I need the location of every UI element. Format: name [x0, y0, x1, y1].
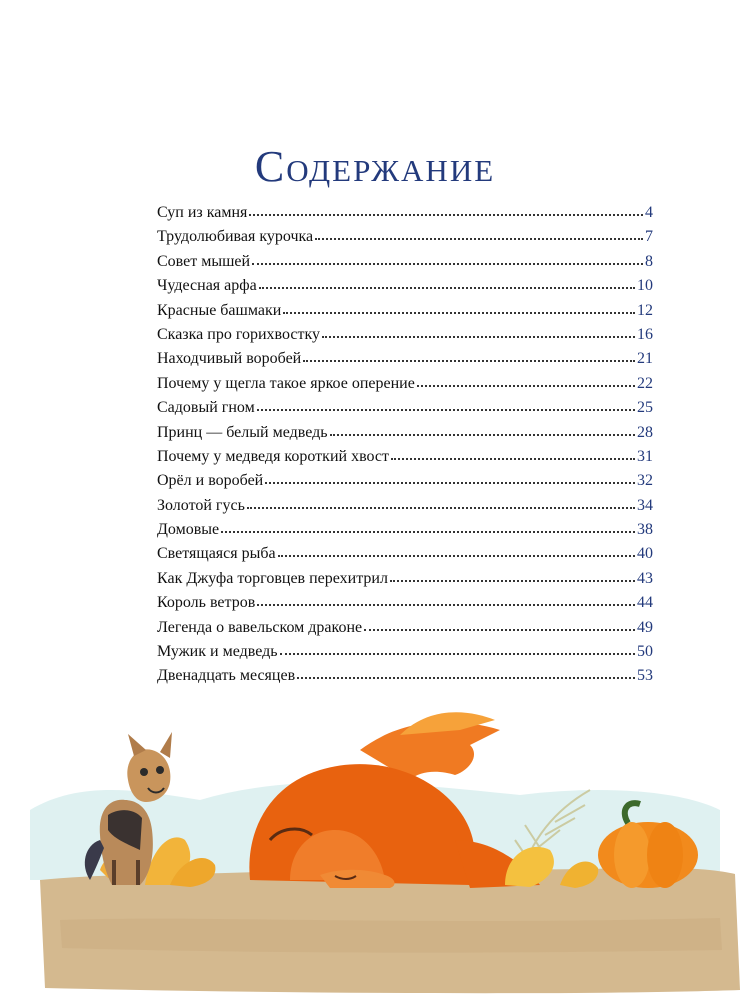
toc-entry-title: Легенда о вавельском драконе	[157, 618, 363, 636]
dot-leader	[283, 311, 635, 314]
dot-leader	[249, 213, 643, 216]
toc-entry-page: 43	[637, 569, 653, 587]
dot-leader	[247, 506, 635, 509]
toc-entry-title: Двенадцать месяцев	[157, 667, 296, 685]
toc-entry-page: 32	[637, 472, 653, 490]
toc-entry[interactable]	[157, 521, 653, 545]
dot-leader	[391, 457, 635, 460]
toc-entry-title: Сказка про горихвостку	[157, 325, 321, 343]
dot-leader	[257, 408, 635, 411]
toc-entry-page: 28	[637, 423, 653, 441]
dot-leader	[265, 481, 635, 484]
toc-entry[interactable]	[157, 424, 653, 448]
dot-leader	[280, 652, 635, 655]
toc-entry-page: 8	[645, 252, 653, 270]
toc-entry-page: 31	[637, 447, 653, 465]
toc-entry[interactable]	[157, 253, 653, 277]
dot-leader	[364, 628, 635, 631]
toc-entry-page: 12	[637, 301, 653, 319]
page-title: Содержание	[254, 142, 496, 192]
toc-entry[interactable]	[157, 570, 653, 594]
toc-entry-title: Красные башмаки	[157, 301, 282, 319]
dot-leader	[297, 676, 635, 679]
toc-entry-title: Чудесная арфа	[157, 277, 257, 295]
toc-entry[interactable]	[157, 497, 653, 521]
toc-entry-page: 7	[645, 228, 653, 246]
toc-entry-title: Почему у щегла такое яркое оперение	[157, 374, 415, 392]
dot-leader	[303, 359, 635, 362]
toc-entry-title: Принц — белый медведь	[157, 423, 328, 441]
toc-entry-title: Король ветров	[157, 594, 256, 612]
toc-entry-title: Трудолюбивая курочка	[157, 228, 314, 246]
dot-leader	[390, 579, 635, 582]
table-of-contents	[157, 204, 653, 692]
dot-leader	[322, 335, 635, 338]
toc-entry[interactable]	[157, 228, 653, 252]
toc-entry-title: Мужик и медведь	[157, 643, 278, 661]
toc-entry-page: 40	[637, 545, 653, 563]
dot-leader	[221, 530, 635, 533]
toc-entry-page: 38	[637, 521, 653, 539]
toc-entry-title: Светящаяся рыба	[157, 545, 276, 563]
dot-leader	[257, 603, 635, 606]
toc-entry-title: Садовый гном	[157, 399, 255, 417]
toc-entry[interactable]	[157, 472, 653, 496]
toc-entry[interactable]	[157, 375, 653, 399]
toc-entry[interactable]	[157, 204, 653, 228]
toc-entry-page: 10	[637, 277, 653, 295]
toc-entry[interactable]	[157, 619, 653, 643]
dot-leader	[252, 262, 643, 265]
toc-entry[interactable]	[157, 350, 653, 374]
toc-entry-page: 44	[637, 594, 653, 612]
dot-leader	[259, 286, 635, 289]
toc-entry[interactable]	[157, 545, 653, 569]
toc-entry[interactable]	[157, 277, 653, 301]
toc-entry-page: 25	[637, 399, 653, 417]
toc-entry-page: 21	[637, 350, 653, 368]
toc-entry-page: 49	[637, 618, 653, 636]
toc-entry-title: Домовые	[157, 521, 220, 539]
toc-entry[interactable]	[157, 302, 653, 326]
dot-leader	[315, 237, 643, 240]
dot-leader	[278, 554, 635, 557]
toc-entry-title: Почему у медведя короткий хвост	[157, 447, 389, 465]
illustration	[0, 690, 750, 1000]
toc-entry[interactable]	[157, 667, 653, 691]
toc-entry[interactable]	[157, 448, 653, 472]
toc-entry[interactable]	[157, 594, 653, 618]
toc-entry-page: 16	[637, 325, 653, 343]
toc-entry[interactable]	[157, 326, 653, 350]
dot-leader	[330, 433, 635, 436]
toc-entry-title: Суп из камня	[157, 204, 248, 221]
toc-entry-title: Золотой гусь	[157, 496, 245, 514]
toc-entry[interactable]	[157, 399, 653, 423]
toc-entry-title: Совет мышей	[157, 252, 251, 270]
toc-entry-page: 4	[645, 204, 653, 221]
toc-entry-page: 34	[637, 496, 653, 514]
toc-entry-page: 50	[637, 643, 653, 661]
toc-entry-title: Находчивый воробей	[157, 350, 302, 368]
toc-entry-title: Орёл и воробей	[157, 472, 264, 490]
toc-entry[interactable]	[157, 643, 653, 667]
toc-entry-page: 22	[637, 374, 653, 392]
toc-entry-page: 53	[637, 667, 653, 685]
toc-entry-title: Как Джуфа торговцев перехитрил	[157, 569, 388, 587]
dot-leader	[417, 384, 635, 387]
